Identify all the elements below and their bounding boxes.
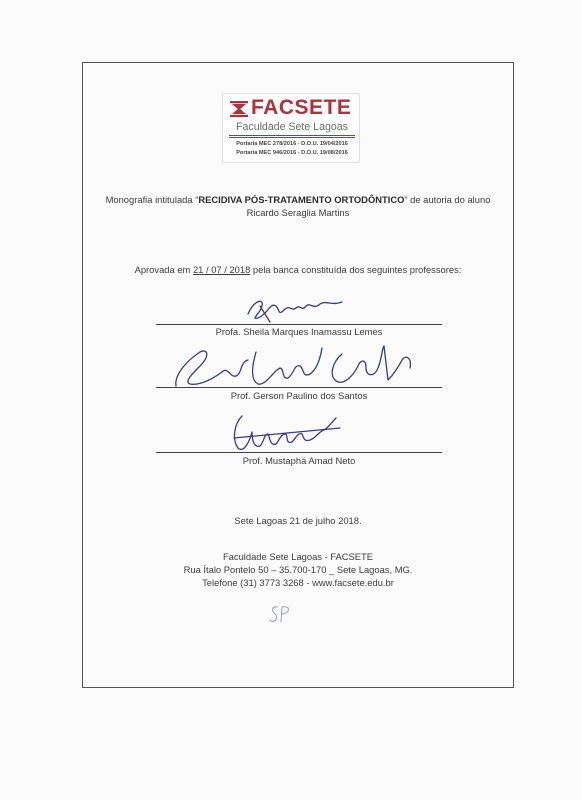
signature-line-2 bbox=[156, 387, 442, 388]
approval-date: 21 / 07 / 2018 bbox=[192, 264, 251, 275]
footer-contact: Telefone (31) 3773 3268 - www.facsete.edu.br bbox=[202, 577, 394, 588]
signature-line-3 bbox=[156, 452, 442, 453]
logo-portaria-1: Portaria MEC 278/2016 - D.O.U. 19/04/2016 bbox=[236, 141, 348, 147]
logo-rule bbox=[229, 135, 355, 138]
examiner-1-name: Profa. Sheila Marques Inamassu Lemes bbox=[215, 326, 383, 337]
examiner-2-name: Prof. Gerson Paulino dos Santos bbox=[230, 390, 368, 401]
signature-1 bbox=[240, 292, 350, 328]
place-and-date: Sete Lagoas 21 de julho 2018. bbox=[234, 515, 362, 526]
approval-prefix: Aprovada em bbox=[134, 264, 193, 275]
author-name: Ricardo Seraglia Martins bbox=[246, 207, 350, 218]
intro-suffix: ” de autoria do aluno bbox=[404, 194, 491, 205]
monograph-intro bbox=[88, 194, 508, 205]
facsete-logo bbox=[222, 93, 360, 163]
intro-prefix: Monografia intitulada “ bbox=[105, 194, 199, 205]
approval-statement bbox=[88, 264, 508, 275]
footer-address: Rua Ítalo Pontelo 50 – 35.700-170 _ Sete Lagoas, MG. bbox=[183, 564, 413, 575]
signature-line-1 bbox=[156, 324, 442, 325]
logo-subtitle: Faculdade Sete Lagoas bbox=[236, 121, 348, 133]
logo-mark-icon bbox=[229, 99, 249, 119]
handwritten-initials bbox=[268, 603, 292, 625]
signature-3 bbox=[228, 410, 348, 458]
logo-portaria-2: Portaria MEC 946/2016 - D.O.U. 19/08/2016 bbox=[236, 150, 348, 156]
monograph-title: RECIDIVA PÓS-TRATAMENTO ORTODÔNTICO bbox=[198, 194, 405, 205]
approval-suffix: pela banca constituída dos seguintes professores: bbox=[250, 264, 462, 275]
examiner-3-name: Prof. Mustaphá Amad Neto bbox=[242, 455, 356, 466]
logo-brand: FACSETE bbox=[251, 96, 352, 119]
footer-institution: Faculdade Sete Lagoas - FACSETE bbox=[222, 551, 374, 562]
